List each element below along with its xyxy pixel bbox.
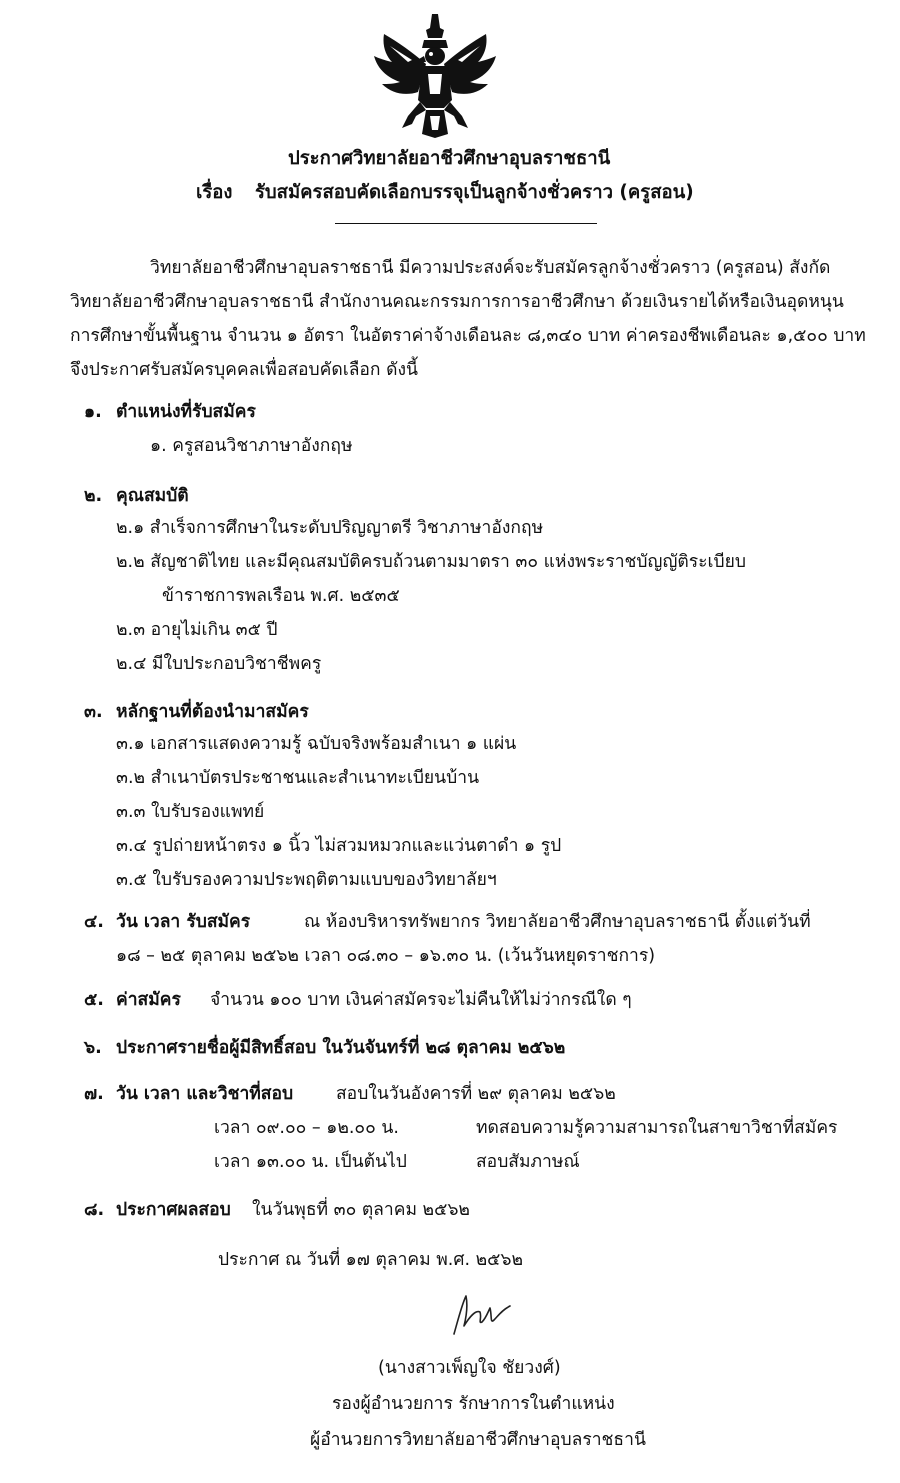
schedule-description: ทดสอบความรู้ความสามารถในสาขาวิชาที่สมัคร bbox=[476, 1118, 838, 1138]
intro-line: จึงประกาศรับสมัครบุคคลเพื่อสอบคัดเลือก ดังนี้ bbox=[70, 360, 418, 380]
announcement-date: ประกาศ ณ วันที่ ๑๗ ตุลาคม พ.ศ. ๒๕๖๒ bbox=[218, 1250, 523, 1270]
section-heading: ค่าสมัคร bbox=[116, 990, 181, 1010]
section-number: ๒. bbox=[84, 486, 103, 506]
schedule-time: เวลา ๑๓.๐๐ น. เป็นต้นไป bbox=[214, 1152, 407, 1172]
section-heading: วัน เวลา และวิชาที่สอบ bbox=[116, 1084, 294, 1104]
section-number: ๑. bbox=[84, 402, 102, 422]
list-item: ๓.๓ ใบรับรองแพทย์ bbox=[116, 802, 265, 822]
list-item: ๒.๔ มีใบประกอบวิชาชีพครู bbox=[116, 654, 322, 674]
section-number: ๔. bbox=[84, 912, 104, 932]
section-text: สอบในวันอังคารที่ ๒๙ ตุลาคม ๒๕๖๒ bbox=[336, 1084, 616, 1104]
section-text: ประกาศรายชื่อผู้มีสิทธิ์สอบ ในวันจันทร์ที่ ๒๘ ตุลาคม ๒๕๖๒ bbox=[116, 1038, 566, 1058]
intro-line: การศึกษาขั้นพื้นฐาน จำนวน ๑ อัตรา ในอัตราค่าจ้างเดือนละ ๘,๓๔๐ บาท ค่าครองชีพเดือนละ ๑,๕๐๐ บาท bbox=[70, 326, 866, 346]
section-text-continued: ๑๘ – ๒๕ ตุลาคม ๒๕๖๒ เวลา ๐๘.๓๐ – ๑๖.๓๐ น. (เว้นวันหยุดราชการ) bbox=[116, 946, 656, 966]
subject-label: เรื่อง bbox=[196, 182, 233, 203]
section-heading: คุณสมบัติ bbox=[116, 486, 189, 506]
section-number: ๖. bbox=[84, 1038, 102, 1058]
section-number: ๕. bbox=[84, 990, 104, 1010]
list-item: ๓.๕ ใบรับรองความประพฤติตามแบบของวิทยาลัยฯ bbox=[116, 870, 497, 890]
list-item: ๓.๒ สำเนาบัตรประชาชนและสำเนาทะเบียนบ้าน bbox=[116, 768, 480, 788]
section-text: ในวันพุธที่ ๓๐ ตุลาคม ๒๕๖๒ bbox=[252, 1200, 470, 1220]
section-number: ๘. bbox=[84, 1200, 105, 1220]
list-item: ๓.๔ รูปถ่ายหน้าตรง ๑ นิ้ว ไม่สวมหมวกและแว่นตาดำ ๑ รูป bbox=[116, 836, 562, 856]
schedule-time: เวลา ๐๙.๐๐ – ๑๒.๐๐ น. bbox=[214, 1118, 399, 1138]
section-heading: ตำแหน่งที่รับสมัคร bbox=[116, 402, 256, 422]
document-title: ประกาศวิทยาลัยอาชีวศึกษาอุบลราชธานี bbox=[288, 148, 611, 169]
list-item: ๒.๒ สัญชาติไทย และมีคุณสมบัติครบถ้วนตามมาตรา ๓๐ แห่งพระราชบัญญัติระเบียบ bbox=[116, 552, 746, 572]
section-heading: ประกาศผลสอบ bbox=[116, 1200, 231, 1220]
section-text: จำนวน ๑๐๐ บาท เงินค่าสมัครจะไม่คืนให้ไม่ว่ากรณีใด ๆ bbox=[210, 990, 632, 1010]
list-item-continued: ข้าราชการพลเรือน พ.ศ. ๒๕๓๕ bbox=[162, 586, 400, 606]
list-item: ๑. ครูสอนวิชาภาษาอังกฤษ bbox=[150, 436, 353, 456]
intro-line: วิทยาลัยอาชีวศึกษาอุบลราชธานี สำนักงานคณะกรรมการการอาชีวศึกษา ด้วยเงินรายได้หรือเงินอุดหนุน bbox=[70, 292, 844, 312]
schedule-description: สอบสัมภาษณ์ bbox=[476, 1152, 580, 1172]
intro-line: วิทยาลัยอาชีวศึกษาอุบลราชธานี มีความประสงค์จะรับสมัครลูกจ้างชั่วคราว (ครูสอน) สังกัด bbox=[150, 258, 831, 278]
garuda-emblem-icon bbox=[372, 12, 498, 140]
section-number: ๓. bbox=[84, 702, 103, 722]
section-text: ณ ห้องบริหารทรัพยากร วิทยาลัยอาชีวศึกษาอุบลราชธานี ตั้งแต่วันที่ bbox=[304, 912, 811, 932]
section-heading: หลักฐานที่ต้องนำมาสมัคร bbox=[116, 702, 309, 722]
list-item: ๓.๑ เอกสารแสดงความรู้ ฉบับจริงพร้อมสำเนา ๑ แผ่น bbox=[116, 734, 517, 754]
handwritten-signature-icon bbox=[440, 1290, 520, 1340]
document-subject: รับสมัครสอบคัดเลือกบรรจุเป็นลูกจ้างชั่วคราว (ครูสอน) bbox=[255, 182, 694, 203]
section-heading: วัน เวลา รับสมัคร bbox=[116, 912, 251, 932]
section-number: ๗. bbox=[84, 1084, 104, 1104]
signer-name: (นางสาวเพ็ญใจ ชัยวงศ์) bbox=[378, 1358, 561, 1378]
signer-position: รองผู้อำนวยการ รักษาการในตำแหน่ง bbox=[332, 1394, 615, 1414]
list-item: ๒.๑ สำเร็จการศึกษาในระดับปริญญาตรี วิชาภาษาอังกฤษ bbox=[116, 518, 544, 538]
title-divider bbox=[335, 223, 597, 224]
list-item: ๒.๓ อายุไม่เกิน ๓๕ ปี bbox=[116, 620, 278, 640]
signer-position: ผู้อำนวยการวิทยาลัยอาชีวศึกษาอุบลราชธานี bbox=[310, 1430, 646, 1450]
